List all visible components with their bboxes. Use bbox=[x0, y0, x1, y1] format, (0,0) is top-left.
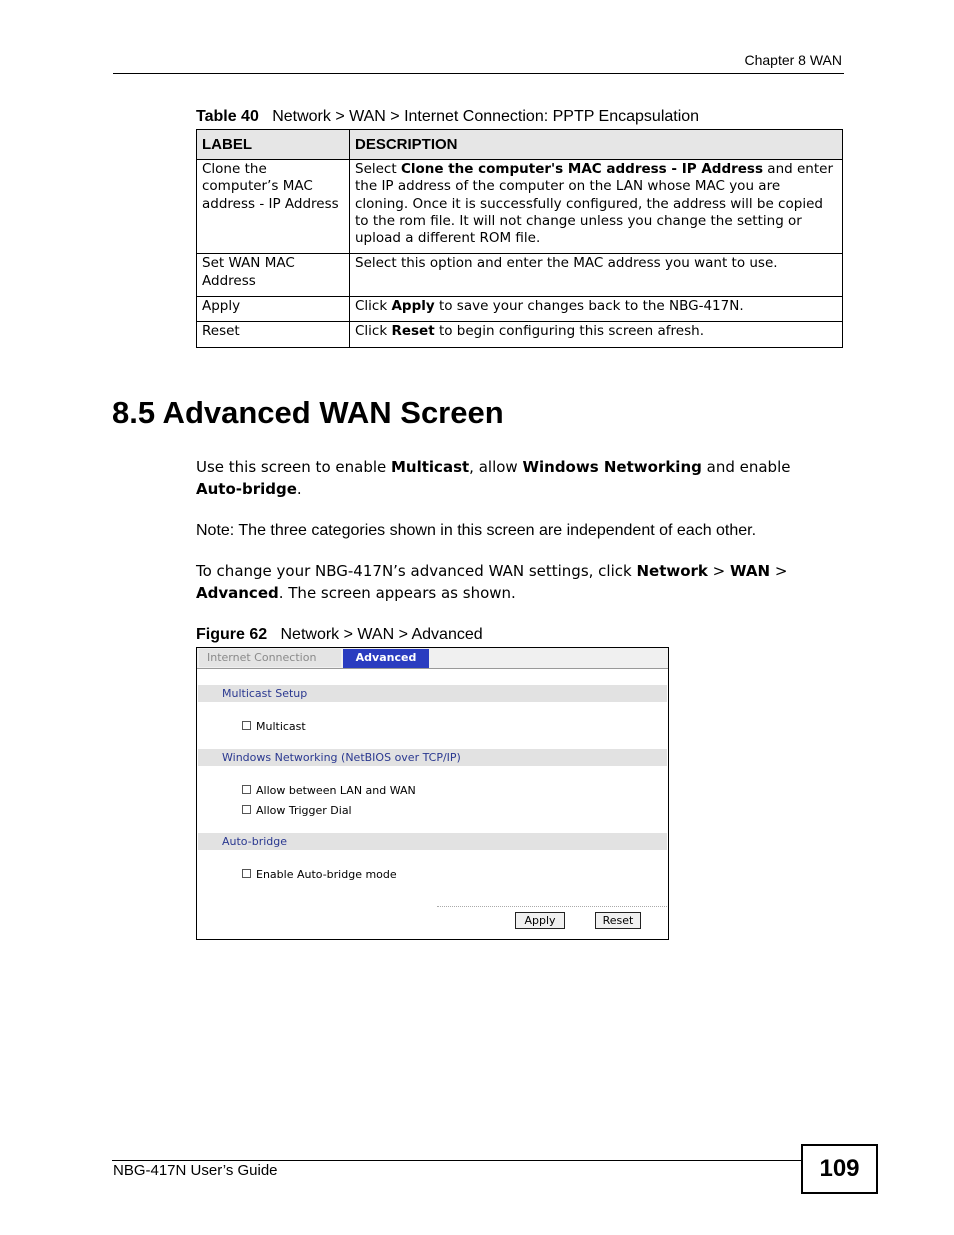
note-text: Note: The three categories shown in this screen are independent of each other. bbox=[196, 522, 757, 539]
page-number: 109 bbox=[801, 1144, 878, 1194]
chapter-header: Chapter 8 WAN bbox=[744, 52, 842, 68]
text: , allow bbox=[469, 458, 523, 476]
bold-term: Auto-bridge bbox=[196, 480, 297, 498]
text: . bbox=[296, 480, 302, 498]
col-header-label: LABEL bbox=[197, 130, 350, 160]
text: and enable bbox=[701, 458, 791, 476]
table-caption bbox=[196, 108, 699, 126]
enable-auto-bridge-checkbox[interactable] bbox=[242, 869, 251, 878]
col-header-description: DESCRIPTION bbox=[350, 130, 843, 160]
allow-trigger-dial-label: Allow Trigger Dial bbox=[256, 804, 352, 817]
desc-bold: Apply bbox=[391, 298, 435, 315]
tab-advanced[interactable]: Advanced bbox=[343, 649, 429, 668]
button-separator bbox=[437, 906, 667, 907]
text: Use this screen to enable bbox=[196, 458, 391, 476]
text: To change your NBG-417N’s advanced WAN settings, click bbox=[196, 562, 637, 580]
guide-title: NBG-417N User’s Guide bbox=[113, 1162, 278, 1179]
bold-term: Network bbox=[636, 562, 708, 580]
section-multicast-setup: Multicast Setup bbox=[198, 685, 667, 702]
figure-caption bbox=[196, 626, 483, 644]
row-description bbox=[350, 254, 843, 297]
bold-term: Advanced bbox=[196, 584, 279, 602]
desc-text: Select this option and enter the MAC address you want to use. bbox=[355, 255, 778, 272]
apply-button[interactable]: Apply bbox=[515, 912, 565, 929]
bold-term: WAN bbox=[730, 562, 771, 580]
enable-auto-bridge-label: Enable Auto-bridge mode bbox=[256, 868, 397, 881]
text: > bbox=[707, 562, 731, 580]
table-row bbox=[197, 297, 843, 322]
desc-text: Click bbox=[355, 298, 392, 315]
row-label: Apply bbox=[197, 297, 350, 322]
row-description bbox=[350, 322, 843, 347]
table-row bbox=[197, 254, 843, 297]
table-row bbox=[197, 160, 843, 254]
intro-paragraph bbox=[196, 456, 836, 500]
section-windows-networking: Windows Networking (NetBIOS over TCP/IP) bbox=[198, 749, 667, 766]
desc-text: Click bbox=[355, 323, 392, 340]
advanced-wan-screenshot bbox=[196, 647, 669, 940]
text: > bbox=[770, 562, 788, 580]
table-row bbox=[197, 322, 843, 347]
table-caption-number: Table 40 bbox=[196, 108, 259, 125]
allow-lan-wan-label: Allow between LAN and WAN bbox=[256, 784, 416, 797]
tab-bar bbox=[197, 648, 668, 669]
section-auto-bridge: Auto-bridge bbox=[198, 833, 667, 850]
desc-bold: Reset bbox=[391, 323, 435, 340]
description-table bbox=[196, 129, 843, 348]
tab-internet-connection[interactable]: Internet Connection bbox=[199, 649, 341, 667]
figure-caption-number: Figure 62 bbox=[196, 626, 268, 643]
allow-trigger-dial-checkbox[interactable] bbox=[242, 805, 251, 814]
table-caption-text: Network > WAN > Internet Connection: PPTP Encapsulation bbox=[272, 108, 700, 125]
multicast-label: Multicast bbox=[256, 720, 306, 733]
desc-bold: Clone the computer's MAC address - IP Address bbox=[400, 161, 763, 177]
bold-term: Multicast bbox=[391, 458, 470, 476]
figure-caption-text: Network > WAN > Advanced bbox=[280, 626, 483, 643]
multicast-checkbox[interactable] bbox=[242, 721, 251, 730]
section-heading: 8.5 Advanced WAN Screen bbox=[112, 395, 504, 430]
row-label: Set WAN MAC Address bbox=[197, 254, 350, 297]
row-label: Clone the computer’s MAC address - IP Address bbox=[197, 160, 350, 254]
header-rule bbox=[113, 73, 844, 74]
footer-rule bbox=[112, 1160, 802, 1161]
desc-text: Select bbox=[355, 161, 401, 177]
row-label: Reset bbox=[197, 322, 350, 347]
desc-text: to save your changes back to the NBG-417N. bbox=[434, 298, 744, 315]
row-description bbox=[350, 297, 843, 322]
text: . The screen appears as shown. bbox=[278, 584, 516, 602]
navigation-paragraph bbox=[196, 560, 836, 604]
row-description bbox=[350, 160, 843, 254]
allow-lan-wan-checkbox[interactable] bbox=[242, 785, 251, 794]
desc-text: and enter the IP address of the computer on the LAN whose MAC you are cloning. Once it is successfully configured, the address will be copied to the rom file. It will not change unless you change the setting or upload a different ROM file. bbox=[355, 161, 833, 247]
desc-text: to begin configuring this screen afresh. bbox=[434, 323, 704, 340]
bold-term: Windows Networking bbox=[522, 458, 702, 476]
reset-button[interactable]: Reset bbox=[595, 912, 641, 929]
table-header-row bbox=[197, 130, 843, 160]
